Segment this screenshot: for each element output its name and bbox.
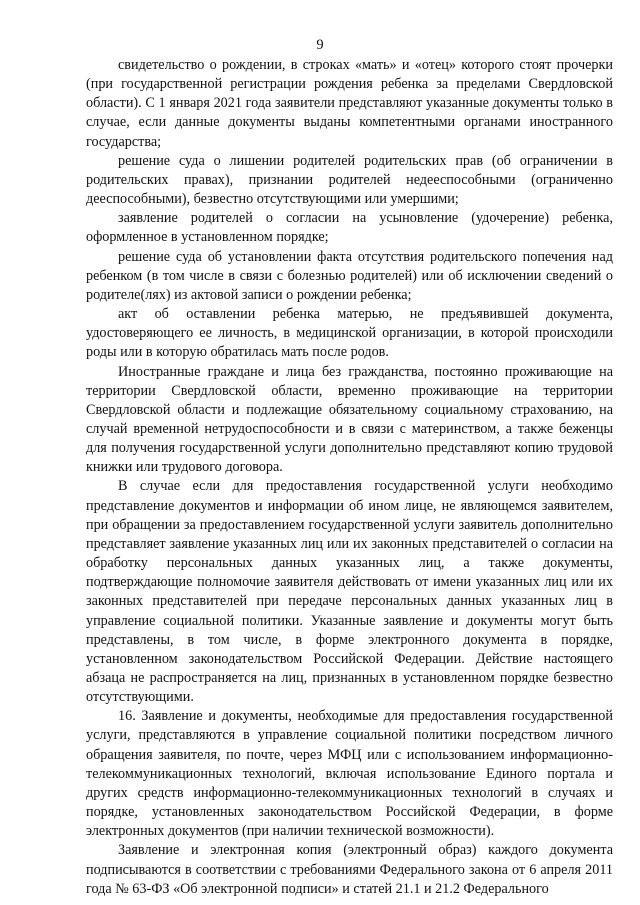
paragraph-birth-certificate: свидетельство о рождении, в строках «мать» и «отец» которого стоят прочерки (при государственной регистрации рождения ребенка за пределами Свердловской области). С 1 января 2021 года заявители представляют указанные документы только в случае, если данные документы выданы компетентными органами иностранного государства; (86, 57, 613, 150)
document-body (86, 56, 613, 899)
paragraph-court-decision-care: решение суда об установлении факта отсутствия родительского попечения над ребенком (в том числе в связи с болезнью родителей) или об исключении сведений о родителе(лях) из актовой записи о рождении ребенка; (86, 248, 613, 303)
paragraph-other-person-documents: В случае если для предоставления государственной услуги необходимо представление документов и информации об ином лице, не являющемся заявителем, при обращении за предоставлением государственной услуги заявитель дополнительно представляет заявление указанных лиц или их законных представителей о согласии на обработку персональных данных указанных лиц, а также документы, подтверждающие полномочие заявителя действовать от имени указанных лиц или их законных представителей при передаче персональных данных указанных лиц в управление социальной политики. Указанные заявление и документы могут быть представлены, в том числе, в форме электронного документа в порядке, установленном законодательством Российской Федерации. Действие настоящего абзаца не распространяется на лиц, признанных в установленном порядке безвестно отсутствующими. (86, 478, 613, 706)
page-number: 9 (316, 37, 324, 53)
paragraph-court-decision-parental-rights: решение суда о лишении родителей родительских прав (об ограничении в родительских правах), признании родителей недееспособными (ограниченно дееспособными), безвестно отсутствующими или умершими; (86, 152, 613, 208)
paragraph-foreign-citizens: Иностранные граждане и лица без гражданства, постоянно проживающие на территории Свердловской области, временно проживающие на территории Свердловской области и подлежащие обязательному социальному страхованию, на случай временной нетрудоспособности и в связи с материнством, а также беженцы для получения государственной услуги дополнительно представляют копию трудовой книжки или трудового договора. (86, 363, 613, 476)
paragraph-adoption-consent: заявление родителей о согласии на усыновление (удочерение) ребенка, оформленное в установленном порядке; (86, 210, 613, 246)
paragraph-abandonment-act: акт об оставлении ребенка матерью, не предъявившей документа, удостоверяющего ее личность, в медицинской организации, в которой происходили роды или в которую обратилась мать после родов. (86, 306, 613, 361)
paragraph-clause-16: 16. Заявление и документы, необходимые для предоставления государственной услуги, представляются в управление социальной политики посредством личного обращения заявителя, по почте, через МФЦ или с использованием информационно-телекоммуникационных технологий, включая использование Единого портала и других средств информационно-телекоммуникационных технологий в случаях и порядке, установленных законодательством Российской Федерации, в форме электронных документов (при наличии технической возможности). (86, 708, 613, 840)
paragraph-electronic-signature: Заявление и электронная копия (электронный образ) каждого документа подписываются в соответствии с требованиями Федерального закона от 6 апреля 2011 года № 63-ФЗ «Об электронной подписи» и статей 21.1 и 21.2 Федерального (86, 842, 613, 897)
